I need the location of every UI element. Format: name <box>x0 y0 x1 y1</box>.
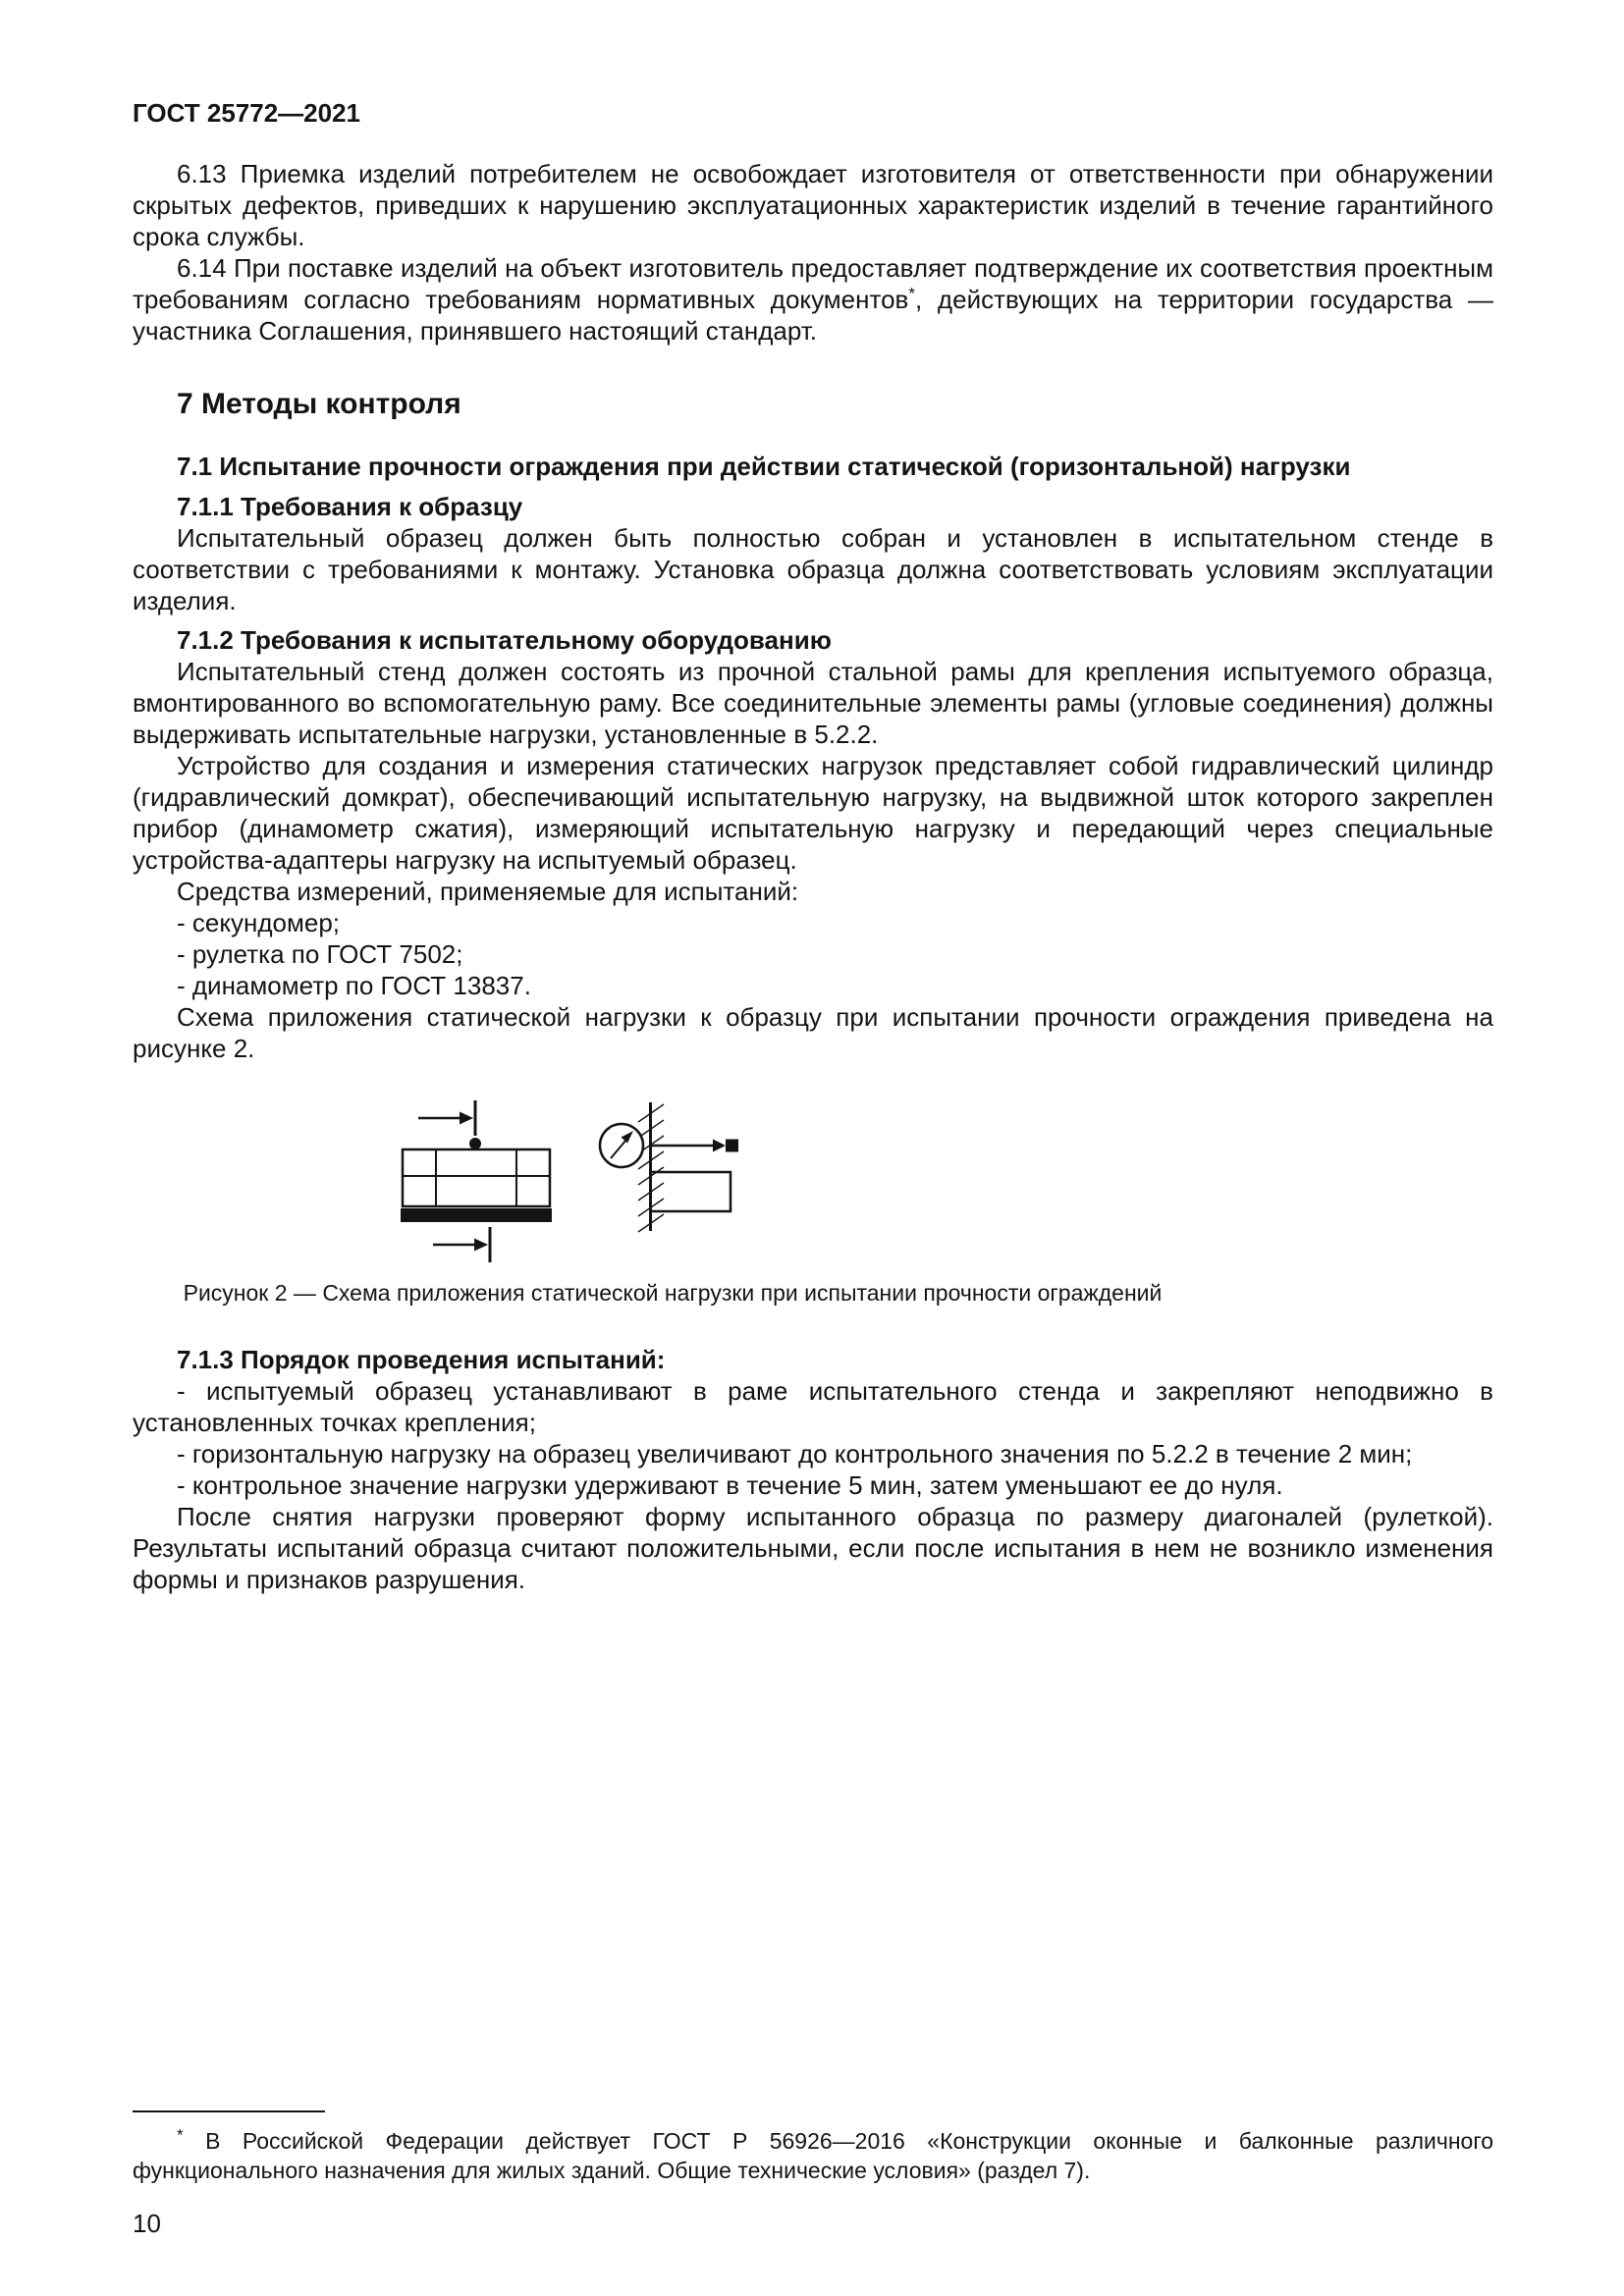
footnote-text <box>133 2126 1493 2185</box>
paragraph-7-1-2-scheme: Схема приложения статической нагрузки к образцу при испытании прочности ограждения приведена на рисунке 2. <box>133 1002 1493 1063</box>
list-item-tape-measure: - рулетка по ГОСТ 7502; <box>177 939 463 969</box>
hydraulic-cylinder-bracket <box>651 1172 731 1211</box>
paragraph-6-14 <box>133 252 1493 347</box>
footnote-area <box>133 2110 1493 2239</box>
load-arrow-top <box>418 1100 475 1136</box>
list-item-dynamometer: - динамометр по ГОСТ 13837. <box>177 971 531 1000</box>
section-7-1-3-heading: 7.1.3 Порядок проведения испытаний: <box>177 1345 666 1374</box>
figure-2-diagram <box>383 1090 756 1264</box>
section-7-heading: 7 Методы контроля <box>177 388 461 420</box>
figure-2 <box>133 1090 1493 1307</box>
list-item-specimen-mounting: - испытуемый образец устанавливают в раме испытательного стенда и закрепляют неподвижно в установленных точках крепления; <box>133 1376 1493 1437</box>
footnote-separator-line <box>133 2110 325 2112</box>
specimen-base-bar <box>401 1208 552 1222</box>
paragraph-7-1-3-results: После снятия нагрузки проверяют форму испытанного образца по размеру диагоналей (рулеткой). Результаты испытаний образца считают положительными, если после испытания в нем не возникло изменения формы и признаков разрушения. <box>133 1502 1493 1594</box>
paragraph-7-1-2-instruments: Средства измерений, применяемые для испытаний: <box>177 877 799 906</box>
paragraph-6-14-text-continued: , действующих на территории государства — участника Соглашения, принявшего настоящий стандарт. <box>133 285 1493 346</box>
page-content <box>133 98 1493 1595</box>
list-item-horizontal-load: - горизонтальную нагрузку на образец увеличивают до контрольного значения по 5.2.2 в течение 2 мин; <box>177 1439 1413 1468</box>
footnote-marker-asterisk: * <box>177 2125 184 2145</box>
section-7-1-1-heading: 7.1.1 Требования к образцу <box>177 492 523 521</box>
list-item-stopwatch: - секундомер; <box>177 908 341 937</box>
paragraph-6-14-text: 6.14 При поставке изделий на объект изготовитель предоставляет подтверждение их соответствия проектным требованиям согласно требованиям нормативных документов <box>133 253 1493 314</box>
specimen-frame <box>403 1149 550 1206</box>
section-7-1-2-heading: 7.1.2 Требования к испытательному оборудованию <box>177 625 832 655</box>
page-number: 10 <box>133 2209 161 2238</box>
load-point-dot <box>469 1138 481 1149</box>
piston-load-arrow <box>651 1140 738 1152</box>
footnote-body: В Российской Федерации действует ГОСТ Р 56926—2016 «Конструкции оконные и балконные различного функционального назначения для жилых зданий. Общие технические условия» (раздел 7). <box>133 2128 1493 2183</box>
list-item-control-value: - контрольное значение нагрузки удерживают в течение 5 мин, затем уменьшают ее до нуля. <box>177 1470 1283 1500</box>
paragraph-6-13: 6.13 Приемка изделий потребителем не освобождает изготовителя от ответственности при обнаружении скрытых дефектов, приведших к нарушению эксплуатационных характеристик изделий в течение гарантийного срока службы. <box>133 159 1493 251</box>
paragraph-7-1-2-device: Устройство для создания и измерения статических нагрузок представляет собой гидравлический цилиндр (гидравлический домкрат), обеспечивающий испытательную нагрузку, на выдвижной шток которого закреплен прибор (динамометр сжатия), измеряющий испытательную нагрузку и передающий через специальные устройства-адаптеры нагрузку на испытуемый образец. <box>133 751 1493 875</box>
footnote-reference-asterisk: * <box>908 284 915 303</box>
figure-2-caption: Рисунок 2 — Схема приложения статической нагрузки при испытании прочности ограждений <box>183 1280 1163 1306</box>
paragraph-7-1-2-stand: Испытательный стенд должен состоять из прочной стальной рамы для крепления испытуемого образца, вмонтированного во вспомогательную раму. Все соединительные элементы рамы (угловые соединения) должны выдерживать испытательные нагрузки, установленные в 5.2.2. <box>133 657 1493 749</box>
document-number-header: ГОСТ 25772—2021 <box>133 98 360 128</box>
load-arrow-bottom <box>433 1227 490 1262</box>
dynamometer-gauge-icon <box>600 1124 643 1167</box>
section-7-1-heading: 7.1 Испытание прочности ограждения при действии статической (горизонтальной) нагрузки <box>177 452 1351 481</box>
paragraph-7-1-1: Испытательный образец должен быть полностью собран и установлен в испытательном стенде в соответствии с требованиями к монтажу. Установка образца должна соответствовать условиям эксплуатации изделия. <box>133 523 1493 615</box>
